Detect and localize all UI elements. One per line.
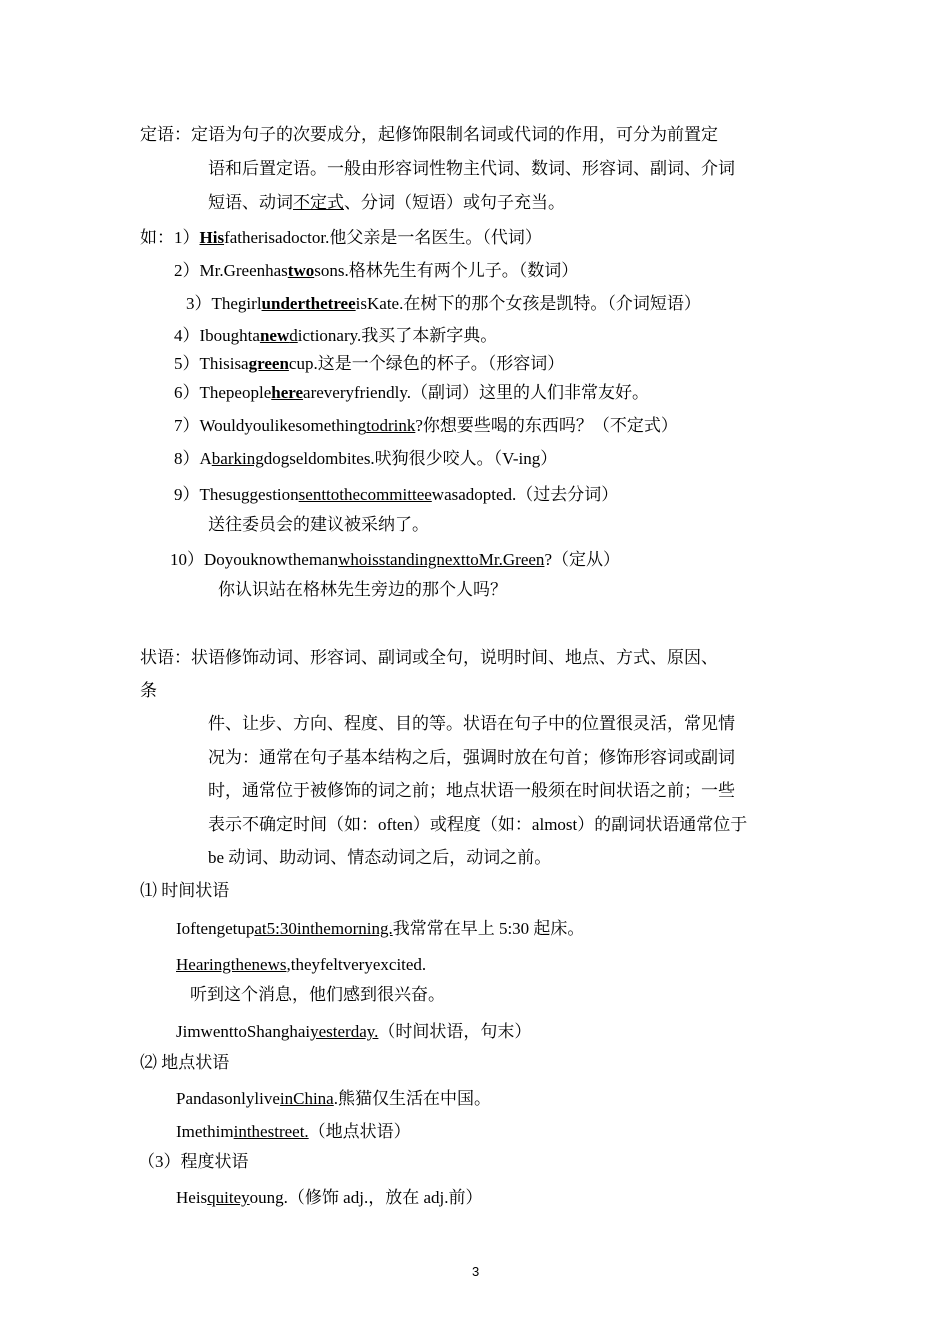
example-9-translation: 送往委员会的建议被采纳了。 xyxy=(208,515,429,534)
example-6: 6）Thepeoplehereareveryfriendly.（副词）这里的人们非常友好。 xyxy=(174,383,649,402)
time-example-2: Hearingthenews,theyfeltveryexcited. xyxy=(176,955,427,974)
example-2: 2）Mr.Greenhastwosons.格林先生有两个儿子。（数词） xyxy=(174,261,579,280)
section-degree-adverbial: （3）程度状语 xyxy=(138,1152,249,1171)
time-example-3: JimwenttoShanghaiyesterday.（时间状语，句末） xyxy=(176,1022,532,1041)
attributive-line-3: 短语、动词不定式、分词（短语）或句子充当。 xyxy=(208,193,565,212)
degree-example-1: Heisquiteyoung.（修饰 adj.，放在 adj.前） xyxy=(176,1188,483,1207)
section-place-adverbial: ⑵ 地点状语 xyxy=(140,1053,230,1072)
adverbial-line-2: 条 xyxy=(140,681,157,700)
adverbial-body-3: 时，通常位于被修饰的词之前；地点状语一般须在时间状语之前；一些 xyxy=(208,781,735,800)
example-10: 10）DoyouknowthemanwhoisstandingnexttoMr.Green?（定从） xyxy=(170,550,620,569)
adverbial-line-1: 状语：状语修饰动词、形容词、副词或全句，说明时间、地点、方式、原因、 xyxy=(140,648,718,667)
time-example-2-translation: 听到这个消息，他们感到很兴奋。 xyxy=(190,985,445,1004)
attributive-line-2: 语和后置定语。一般由形容词性物主代词、数词、形容词、副词、介词 xyxy=(208,159,735,178)
example-9: 9）Thesuggestionsenttothecommitteewasadopted.（过去分词） xyxy=(174,485,619,504)
example-1: 如：1）Hisfatherisadoctor.他父亲是一名医生。（代词） xyxy=(140,228,542,247)
example-5: 5）Thisisagreencup.这是一个绿色的杯子。（形容词） xyxy=(174,354,565,373)
page-number: 3 xyxy=(472,1264,480,1279)
example-10-translation: 你认识站在格林先生旁边的那个人吗？ xyxy=(218,580,507,599)
time-example-1: Ioftengetupat5:30inthemorning.我常常在早上 5:30 起床。 xyxy=(176,919,585,938)
adverbial-body-2: 况为：通常在句子基本结构之后，强调时放在句首；修饰形容词或副词 xyxy=(208,748,735,767)
place-example-1: PandasonlyliveinChina.熊猫仅生活在中国。 xyxy=(176,1089,491,1108)
attributive-line-1: 定语：定语为句子的次要成分，起修饰限制名词或代词的作用，可分为前置定 xyxy=(140,125,718,144)
example-3: 3）ThegirlunderthetreeisKate.在树下的那个女孩是凯特。（介词短语） xyxy=(186,294,701,313)
example-8: 8）Abarkingdogseldombites.吠狗很少咬人。（V-ing） xyxy=(174,449,558,468)
adverbial-body-5: be 动词、助动词、情态动词之后，动词之前。 xyxy=(208,848,552,867)
place-example-2: Imethiminthestreet.（地点状语） xyxy=(176,1122,411,1141)
adverbial-body-4: 表示不确定时间（如：often）或程度（如：almost）的副词状语通常位于 xyxy=(208,815,748,834)
adverbial-body-1: 件、让步、方向、程度、目的等。状语在句子中的位置很灵活，常见情 xyxy=(208,714,735,733)
example-4: 4）Iboughtanewdictionary.我买了本新字典。 xyxy=(174,326,498,345)
example-7: 7）Wouldyoulikesomethingtodrink?你想要些喝的东西吗？（不定式） xyxy=(174,416,678,435)
section-time-adverbial: ⑴ 时间状语 xyxy=(140,881,230,900)
